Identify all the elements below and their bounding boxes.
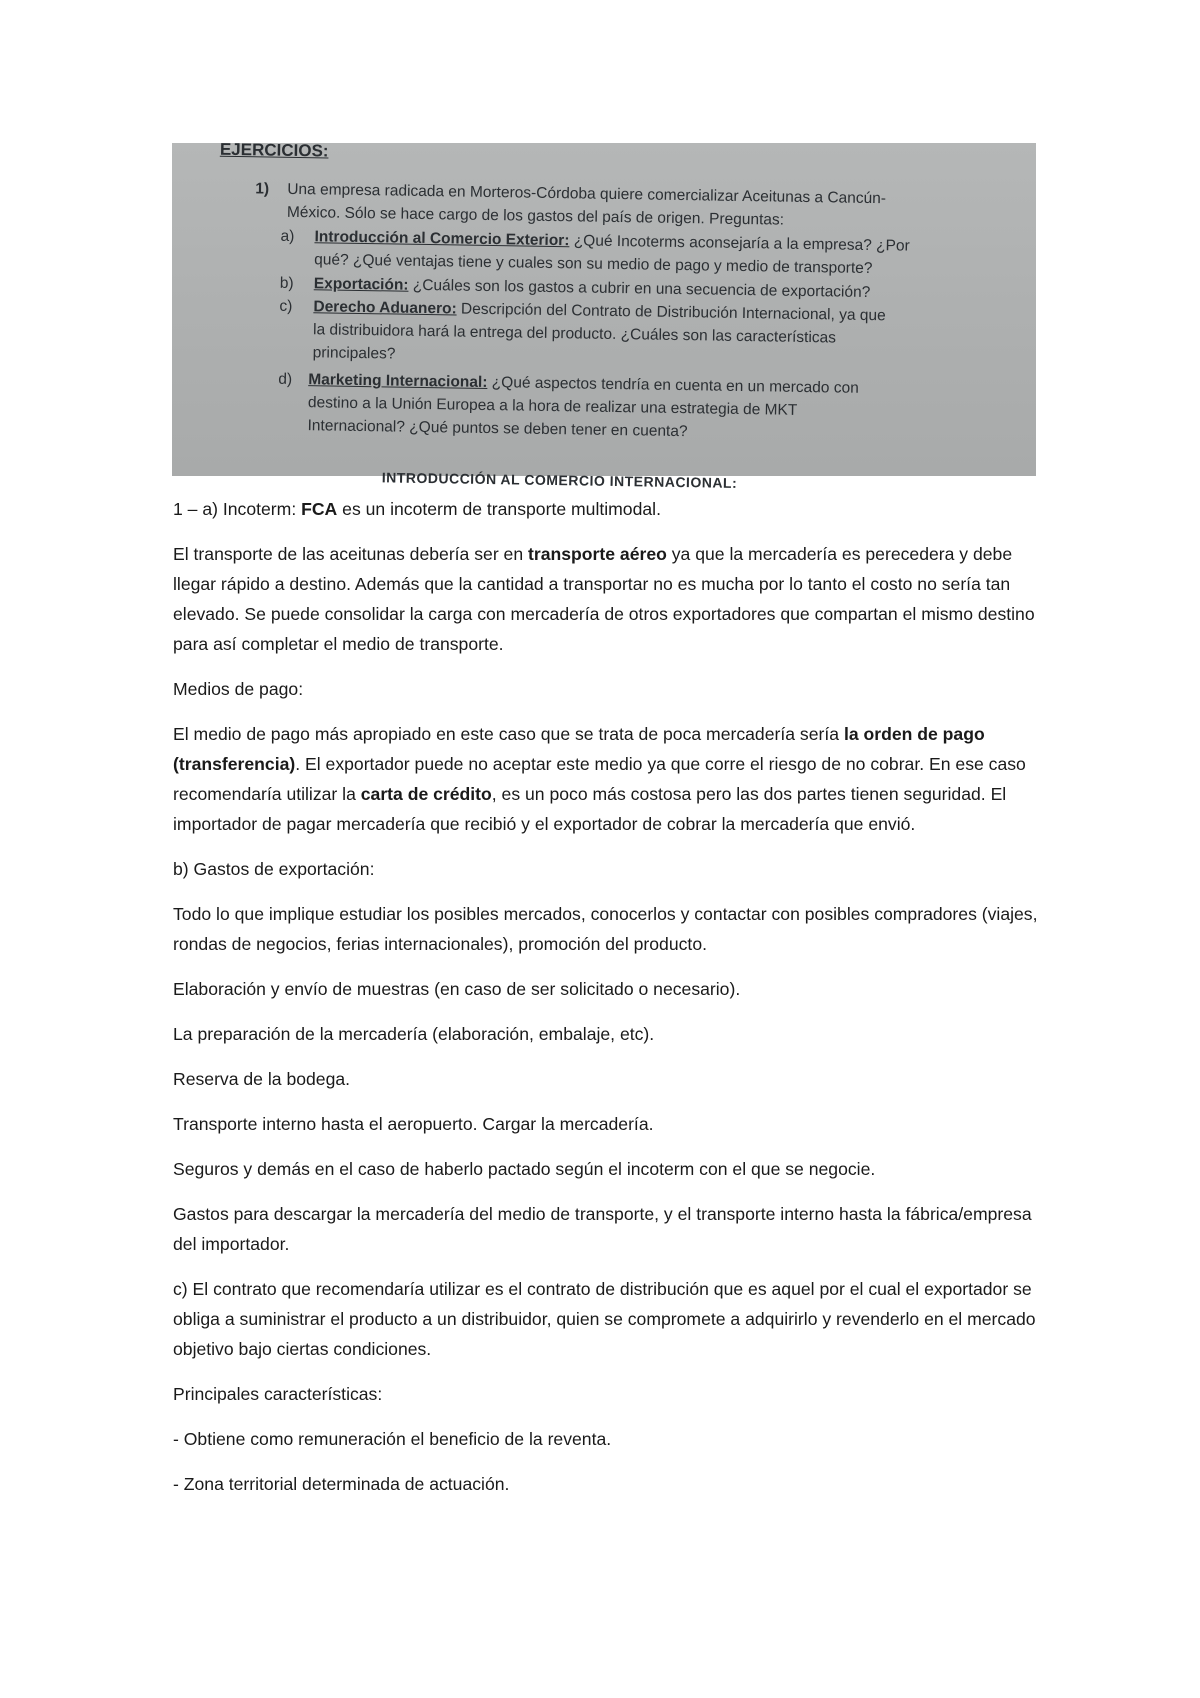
question-topic: Marketing Internacional:	[308, 371, 488, 391]
answer-text: El transporte de las aceitunas debería ser en	[173, 544, 529, 564]
question-text: ¿Cuáles son los gastos a cubrir en una secuencia de exportación?	[412, 276, 871, 301]
question-text: México. Sólo se hace cargo de los gastos del país de origen. Preguntas:	[286, 203, 785, 229]
answer-paragraph: Seguros y demás en el caso de haberlo pactado según el incoterm con el que se negocie.	[173, 1159, 876, 1179]
answer-paragraph: La preparación de la mercadería (elaboración, embalaje, etc).	[173, 1024, 655, 1044]
answer-list-item: - Obtiene como remuneración el beneficio de la reventa.	[173, 1429, 612, 1449]
answer-body	[173, 494, 1053, 1514]
answer-subheading: Principales características:	[173, 1384, 383, 1404]
section-heading: INTRODUCCIÓN AL COMERCIO INTERNACIONAL:	[381, 469, 738, 491]
answer-paragraph	[173, 494, 1053, 524]
answer-paragraph: Transporte interno hasta el aeropuerto. Cargar la mercadería.	[173, 1114, 654, 1134]
answer-text: . El exportador puede no aceptar este medio ya que corre el riesgo de no cobrar. En ese caso recomendaría utilizar la	[173, 754, 1026, 804]
answer-paragraph: Reserva de la bodega.	[173, 1069, 351, 1089]
answer-paragraph: Elaboración y envío de muestras (en caso de ser solicitado o necesario).	[173, 979, 741, 999]
question-text: ¿Qué aspectos tendría en cuenta en un mercado con	[491, 374, 859, 397]
answer-subheading: Medios de pago:	[173, 679, 304, 699]
question-text: qué? ¿Qué ventajas tiene y cuales son su medio de pago y medio de transporte?	[314, 251, 873, 278]
answer-text: 1 – a) Incoterm:	[173, 499, 302, 519]
question-letter: a)	[280, 227, 295, 245]
answer-bold: transporte aéreo	[528, 544, 667, 564]
answer-paragraph: Todo lo que implique estudiar los posibles mercados, conocerlos y contactar con posibles compradores (viajes, rondas de negocios, ferias internacionales), promoción del producto.	[173, 904, 1038, 954]
answer-text: El medio de pago más apropiado en este caso que se trata de poca mercadería sería	[173, 724, 844, 744]
question-text: Una empresa radicada en Morteros-Córdoba quiere comercializar Aceitunas a Cancún-	[287, 180, 887, 208]
question-number: 1)	[255, 180, 270, 198]
exercise-photo-text	[167, 139, 1036, 491]
answer-paragraph	[173, 719, 1053, 839]
question-letter: c)	[279, 297, 293, 315]
question-text: principales?	[312, 344, 396, 363]
answer-bold: carta de crédito	[360, 784, 492, 804]
answer-subheading: b) Gastos de exportación:	[173, 859, 375, 879]
answer-text: es un incoterm de transporte multimodal.	[337, 499, 661, 519]
question-text: la distribuidora hará la entrega del producto. ¿Cuáles son las características	[312, 321, 837, 347]
question-topic: Introducción al Comercio Exterior:	[314, 228, 570, 250]
exercise-title: EJERCICIOS:	[219, 139, 329, 161]
question-topic: Derecho Aduanero:	[313, 298, 457, 318]
question-text: Descripción del Contrato de Distribución Internacional, ya que	[460, 300, 886, 325]
exercise-photo	[172, 139, 1036, 491]
answer-list-item: - Zona territorial determinada de actuación.	[173, 1474, 510, 1494]
question-topic: Exportación:	[313, 275, 409, 294]
question-letter: b)	[279, 274, 294, 292]
answer-paragraph	[173, 539, 1053, 659]
answer-paragraph: Gastos para descargar la mercadería del medio de transporte, y el transporte interno hasta la fábrica/empresa del importador.	[173, 1204, 1032, 1254]
answer-text: ya que la mercadería es perecedera y debe llegar rápido a destino. Además que la cantidad a transportar no es mucha por lo tanto el costo no sería tan elevado. Se puede consolidar la carga con mercadería de otros exportadores que compartan el mismo destino para así completar el medio de transporte.	[173, 544, 1035, 654]
question-text: ¿Qué Incoterms aconsejaría a la empresa? ¿Por	[573, 232, 910, 255]
question-text: Internacional? ¿Qué puntos se deben tener en cuenta?	[307, 417, 688, 441]
question-text: destino a la Unión Europea a la hora de realizar una estrategia de MKT	[307, 394, 798, 419]
answer-text: , es un poco más costosa pero las dos partes tienen seguridad. El importador de pagar mercadería que recibió y el exportador de cobrar la mercadería que envió.	[173, 784, 1007, 834]
answer-paragraph: c) El contrato que recomendaría utilizar es el contrato de distribución que es aquel por el cual el exportador se obliga a suministrar el producto a un distribuidor, quien se compromete a adquirirlo y revenderlo en el mercado objetivo bajo ciertas condiciones.	[173, 1279, 1036, 1359]
question-letter: d)	[278, 370, 293, 388]
answer-bold: la orden de pago (transferencia)	[173, 724, 985, 774]
answer-bold: FCA	[301, 499, 338, 519]
